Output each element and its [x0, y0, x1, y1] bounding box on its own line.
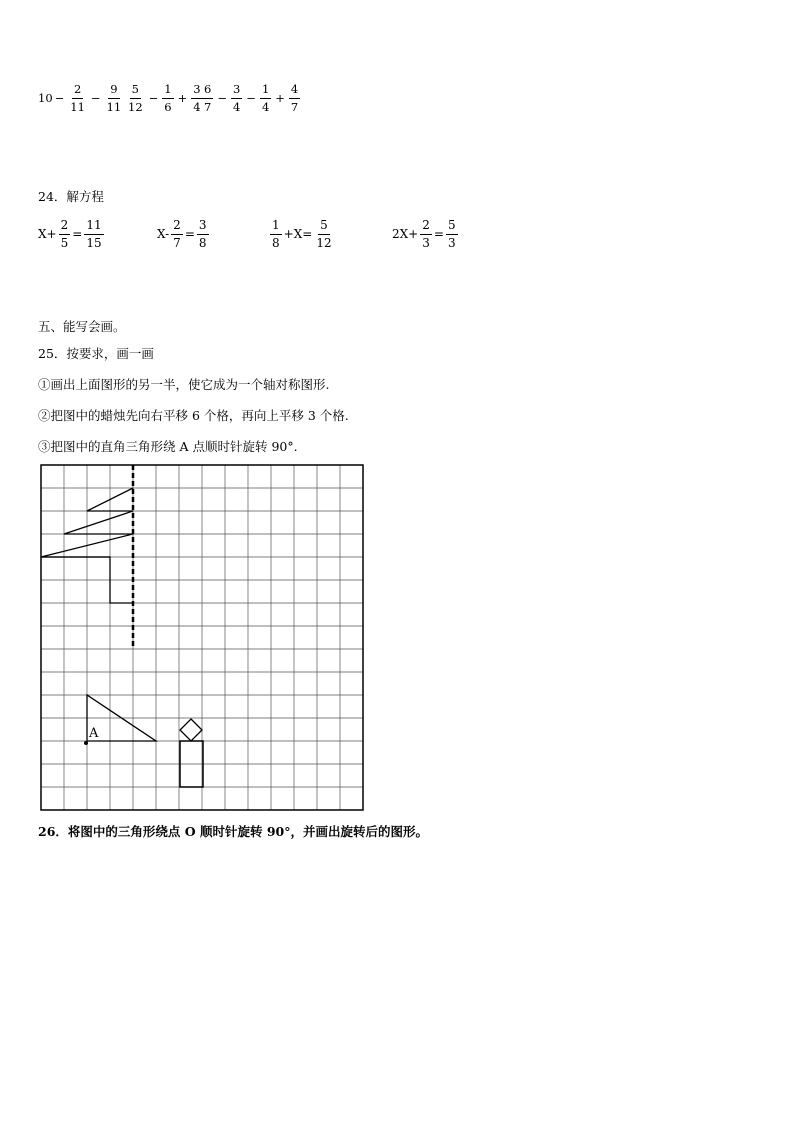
- operator: −: [148, 91, 159, 105]
- q24-title: 24．解方程: [38, 189, 104, 204]
- fraction: $\frac{5}{12}$: [316, 217, 332, 250]
- fraction: $\frac{4}{7}$: [290, 81, 299, 114]
- fraction: $\frac{2}{3}$: [422, 217, 430, 250]
- fraction: $\frac{2}{7}$: [173, 217, 181, 250]
- fraction: $\frac{1}{6}$: [164, 81, 172, 114]
- equals-sign: =: [433, 227, 444, 241]
- fraction: $\frac{3}{4}$: [232, 81, 241, 114]
- fraction: $\frac{2}{11}$: [70, 81, 85, 114]
- equals-sign: =: [184, 227, 195, 241]
- equals-sign: =: [72, 227, 83, 241]
- fraction: $\frac{9}{11}$: [106, 81, 122, 114]
- operator: +: [275, 91, 285, 105]
- equation-prefix: X-: [157, 227, 170, 241]
- operator: +: [177, 91, 188, 105]
- section-5-title: 五、能写会画。: [38, 319, 126, 334]
- operator: −: [90, 91, 101, 105]
- fraction: $\frac{11}{15}$: [86, 217, 102, 250]
- q26-title: 26．将图中的三角形绕点 O 顺时针旋转 90°，并画出旋转后的图形。: [38, 824, 428, 839]
- fraction: $\frac{2}{5}$: [60, 217, 69, 250]
- q25-item-1: ①画出上面图形的另一半，使它成为一个轴对称图形.: [38, 377, 330, 392]
- fraction: $\frac{5}{3}$: [447, 217, 456, 250]
- fraction: $\frac{1}{4}$: [261, 81, 270, 114]
- fraction: $\frac{1}{8}$: [272, 217, 280, 250]
- equation-prefix: 2X+: [392, 227, 419, 241]
- point-a-dot: [84, 741, 88, 745]
- operator: −: [217, 91, 227, 105]
- equals-sign: =: [302, 227, 313, 241]
- fraction: $\frac{3}{8}$: [198, 217, 207, 250]
- fraction: $\frac{3}{4}$: [193, 81, 201, 114]
- q25-title: 25．按要求，画一画: [38, 346, 154, 361]
- q25-item-3: ③把图中的直角三角形绕 A 点顺时针旋转 90°.: [38, 439, 298, 454]
- operator: −: [246, 91, 256, 105]
- operator: −: [54, 91, 65, 105]
- fraction: $\frac{6}{7}$: [204, 81, 212, 114]
- point-a-label: A: [89, 726, 99, 741]
- equation-prefix: X+: [38, 227, 57, 241]
- equation-mid: +X: [283, 227, 303, 241]
- fraction: $\frac{5}{12}$: [128, 81, 143, 114]
- grid-lines: [41, 465, 363, 810]
- candle-flame: [180, 719, 202, 741]
- q25-item-2: ②把图中的蜡烛先向右平移 6 个格，再向上平移 3 个格.: [38, 408, 349, 423]
- arith-lead-number: 10: [38, 91, 53, 105]
